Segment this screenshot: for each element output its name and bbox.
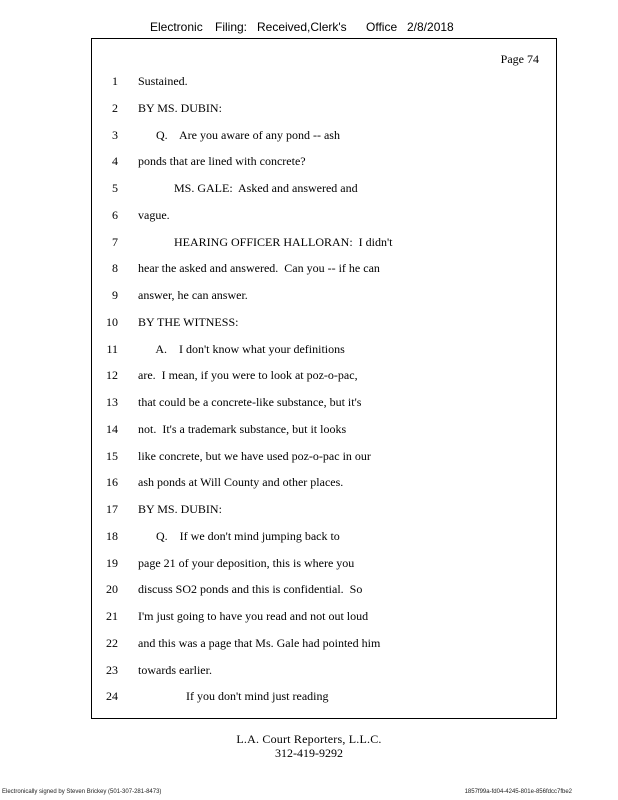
transcript-line <box>92 662 558 678</box>
line-number: 2 <box>112 100 118 115</box>
transcript-line <box>92 448 558 464</box>
transcript-line <box>92 180 558 196</box>
reporter-phone: 312-419-9292 <box>275 746 343 760</box>
document-hash: 1857f99a-fd04-4245-801e-856fdcc7fbe2 <box>464 789 572 795</box>
line-number: 19 <box>106 555 118 570</box>
transcript-line <box>92 635 558 651</box>
line-number: 11 <box>106 341 118 356</box>
transcript-line <box>92 153 558 169</box>
transcript-line <box>92 127 558 143</box>
line-number: 20 <box>106 582 118 597</box>
line-text: that could be a concrete-like substance, but it's <box>138 395 362 409</box>
transcript-line <box>92 688 558 704</box>
line-text: Q. If we don't mind jumping back to <box>138 528 340 543</box>
line-text: Sustained. <box>138 74 188 88</box>
line-number: 12 <box>106 368 118 383</box>
stamp-word-electronic: Electronic <box>150 20 203 34</box>
transcript-line <box>92 341 558 357</box>
transcript-line <box>92 528 558 544</box>
line-text: ponds that are lined with concrete? <box>138 154 306 169</box>
line-text: MS. GALE: Asked and answered and <box>138 181 358 195</box>
stamp-date: 2/8/2018 <box>407 20 454 34</box>
line-text: Q. Are you aware of any pond -- ash <box>138 127 340 142</box>
transcript-line <box>92 234 558 250</box>
line-number: 1 <box>112 74 118 88</box>
line-number: 9 <box>112 288 118 302</box>
transcript-line <box>92 474 558 490</box>
line-number: 7 <box>112 234 118 249</box>
transcript-page-frame <box>91 38 557 719</box>
line-number: 14 <box>106 421 118 436</box>
line-text: hear the asked and answered. Can you -- if he can <box>138 261 380 276</box>
transcript-line <box>92 73 558 89</box>
line-number: 24 <box>106 689 118 704</box>
line-text: If you don't mind just reading <box>138 689 329 704</box>
transcript-line <box>92 260 558 276</box>
line-number: 6 <box>112 207 118 222</box>
line-text: ash ponds at Will County and other places. <box>138 475 344 490</box>
transcript-line <box>92 608 558 624</box>
line-text: discuss SO2 ponds and this is confidential. So <box>138 582 363 597</box>
line-text: BY MS. DUBIN: <box>138 502 222 516</box>
line-text: towards earlier. <box>138 662 212 677</box>
line-number: 22 <box>106 635 118 650</box>
page-number: Page 74 <box>500 52 539 66</box>
transcript-line <box>92 207 558 223</box>
line-number: 3 <box>112 127 118 142</box>
electronic-signature-note: Electronically signed by Steven Brickey (501-307-281-8473) <box>2 789 162 795</box>
line-number: 15 <box>106 448 118 463</box>
line-text: and this was a page that Ms. Gale had pointed him <box>138 635 381 650</box>
line-number: 4 <box>112 154 118 169</box>
line-number: 23 <box>106 662 118 677</box>
stamp-word-filing: Filing: <box>215 20 248 34</box>
transcript-line <box>92 287 558 303</box>
line-number: 21 <box>106 609 118 623</box>
stamp-word-received: Received,Clerk's <box>257 20 347 34</box>
reporter-company: L.A. Court Reporters, L.L.C. <box>236 732 382 746</box>
line-text: like concrete, but we have used poz-o-pac in our <box>138 448 371 463</box>
transcript-line <box>92 501 558 517</box>
line-number: 10 <box>106 314 118 329</box>
line-number: 8 <box>112 261 118 276</box>
transcript-line <box>92 555 558 571</box>
line-text: answer, he can answer. <box>138 288 248 302</box>
transcript-line <box>92 367 558 383</box>
line-number: 16 <box>106 475 118 490</box>
line-text: I'm just going to have you read and not out loud <box>138 609 369 623</box>
transcript-line <box>92 100 558 116</box>
line-text: are. I mean, if you were to look at poz-o-pac, <box>138 368 358 383</box>
line-text: BY MS. DUBIN: <box>138 100 222 115</box>
line-text: vague. <box>138 207 170 222</box>
transcript-line <box>92 581 558 597</box>
line-number: 18 <box>106 528 118 543</box>
line-text: not. It's a trademark substance, but it looks <box>138 421 347 436</box>
stamp-word-office: Office <box>366 20 398 34</box>
line-number: 17 <box>106 502 118 516</box>
line-text: HEARING OFFICER HALLORAN: I didn't <box>138 234 393 249</box>
transcript-line <box>92 314 558 330</box>
line-text: page 21 of your deposition, this is where you <box>138 555 355 570</box>
line-text: A. I don't know what your definitions <box>138 341 345 356</box>
line-text: BY THE WITNESS: <box>138 314 239 329</box>
line-number: 13 <box>106 395 118 409</box>
transcript-line <box>92 394 558 410</box>
transcript-line <box>92 421 558 437</box>
line-number: 5 <box>112 181 118 195</box>
